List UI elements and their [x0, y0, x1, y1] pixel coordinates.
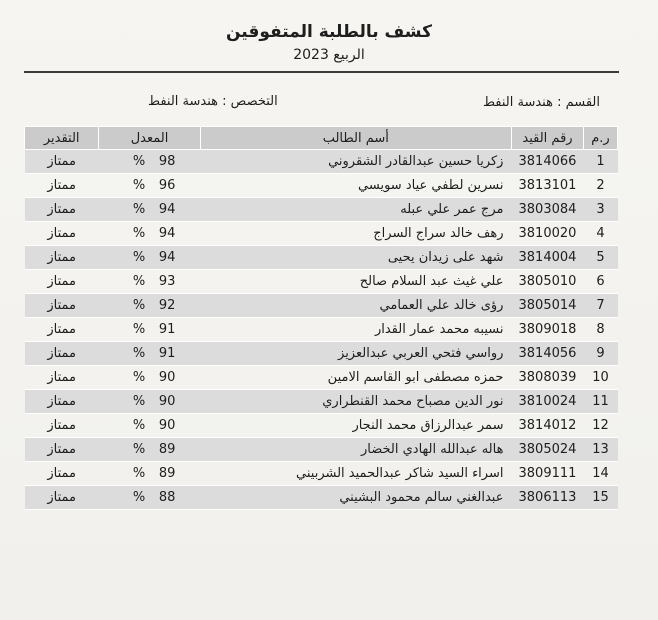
student-name-cell: نور الدين مصباح محمد القنطراري — [200, 390, 511, 414]
registration-id-cell: 3810024 — [511, 390, 583, 414]
percent-sign: % — [132, 202, 146, 217]
grade-cell: ممتاز — [25, 438, 99, 462]
table-row — [25, 438, 618, 462]
percent-sign: % — [132, 298, 146, 313]
registration-id-cell: 3810020 — [511, 222, 583, 246]
percent-sign: % — [132, 322, 146, 337]
average-cell — [99, 318, 200, 342]
header-divider — [24, 71, 619, 73]
column-header-name: أسم الطالب — [200, 127, 511, 150]
document-title: كشف بالطلبة المتفوقين — [226, 22, 432, 42]
column-header-id: رقم القيد — [511, 127, 583, 150]
table-row — [25, 366, 618, 390]
registration-id-cell: 3805014 — [511, 294, 583, 318]
percent-sign: % — [132, 394, 146, 409]
student-name-cell: زكريا حسين عبدالقادر الشقروني — [200, 150, 511, 174]
registration-id-cell: 3814066 — [511, 150, 583, 174]
average-cell — [99, 294, 200, 318]
student-name-cell: رؤى خالد علي العمامي — [200, 294, 511, 318]
student-name-cell: نسيبه محمد عمار القدار — [200, 318, 511, 342]
student-name-cell: سمر عبدالرزاق محمد النجار — [200, 414, 511, 438]
registration-id-cell: 3814012 — [511, 414, 583, 438]
average-cell — [99, 246, 200, 270]
average-value: 90 — [158, 418, 176, 433]
row-number-cell: 13 — [583, 438, 617, 462]
percent-sign: % — [132, 442, 146, 457]
average-cell — [99, 462, 200, 486]
registration-id-cell: 3814004 — [511, 246, 583, 270]
row-number-cell: 15 — [583, 486, 617, 510]
average-value: 89 — [158, 466, 176, 481]
registration-id-cell: 3813101 — [511, 174, 583, 198]
table-row — [25, 294, 618, 318]
row-number-cell: 12 — [583, 414, 617, 438]
grade-cell: ممتاز — [25, 414, 99, 438]
percent-sign: % — [132, 226, 146, 241]
row-number-cell: 4 — [583, 222, 617, 246]
registration-id-cell: 3805010 — [511, 270, 583, 294]
average-cell — [99, 150, 200, 174]
student-name-cell: اسراء السيد شاكر عبدالحميد الشربيني — [200, 462, 511, 486]
average-value: 96 — [158, 178, 176, 193]
grade-cell: ممتاز — [25, 198, 99, 222]
student-name-cell: علي غيث عبد السلام صالح — [200, 270, 511, 294]
row-number-cell: 6 — [583, 270, 617, 294]
student-name-cell: عبدالغني سالم محمود البشيني — [200, 486, 511, 510]
table-header-row — [25, 127, 618, 150]
table-row — [25, 414, 618, 438]
column-header-grade: التقدير — [25, 127, 99, 150]
average-cell — [99, 366, 200, 390]
row-number-cell: 11 — [583, 390, 617, 414]
registration-id-cell: 3805024 — [511, 438, 583, 462]
percent-sign: % — [132, 250, 146, 265]
table-row — [25, 486, 618, 510]
table-row — [25, 150, 618, 174]
average-value: 98 — [158, 154, 176, 169]
average-value: 94 — [158, 226, 176, 241]
percent-sign: % — [132, 490, 146, 505]
average-value: 88 — [158, 490, 176, 505]
row-number-cell: 3 — [583, 198, 617, 222]
average-cell — [99, 174, 200, 198]
average-cell — [99, 486, 200, 510]
registration-id-cell: 3806113 — [511, 486, 583, 510]
registration-id-cell: 3814056 — [511, 342, 583, 366]
average-cell — [99, 390, 200, 414]
grade-cell: ممتاز — [25, 174, 99, 198]
average-value: 89 — [158, 442, 176, 457]
grade-cell: ممتاز — [25, 486, 99, 510]
percent-sign: % — [132, 178, 146, 193]
grade-cell: ممتاز — [25, 270, 99, 294]
student-name-cell: رواسي فتحي العربي عبدالعزيز — [200, 342, 511, 366]
row-number-cell: 14 — [583, 462, 617, 486]
grade-cell: ممتاز — [25, 318, 99, 342]
average-value: 91 — [158, 322, 176, 337]
students-table — [24, 126, 618, 510]
percent-sign: % — [132, 346, 146, 361]
row-number-cell: 2 — [583, 174, 617, 198]
student-name-cell: رهف خالد سراج السراج — [200, 222, 511, 246]
registration-id-cell: 3809111 — [511, 462, 583, 486]
average-cell — [99, 222, 200, 246]
average-value: 92 — [158, 298, 176, 313]
grade-cell: ممتاز — [25, 222, 99, 246]
row-number-cell: 8 — [583, 318, 617, 342]
registration-id-cell: 3803084 — [511, 198, 583, 222]
average-cell — [99, 198, 200, 222]
percent-sign: % — [132, 154, 146, 169]
table-row — [25, 462, 618, 486]
table-row — [25, 198, 618, 222]
registration-id-cell: 3808039 — [511, 366, 583, 390]
student-name-cell: مرج عمر علي عبله — [200, 198, 511, 222]
table-row — [25, 318, 618, 342]
column-header-average: المعدل — [99, 127, 200, 150]
average-value: 94 — [158, 250, 176, 265]
student-name-cell: شهد على زيدان يحيى — [200, 246, 511, 270]
table-row — [25, 390, 618, 414]
department-label: القسم : هندسة النفط — [482, 95, 600, 110]
percent-sign: % — [132, 466, 146, 481]
average-value: 90 — [158, 394, 176, 409]
grade-cell: ممتاز — [25, 462, 99, 486]
table-row — [25, 174, 618, 198]
table-row — [25, 246, 618, 270]
average-cell — [99, 270, 200, 294]
term-label: الربيع 2023 — [293, 47, 365, 63]
percent-sign: % — [132, 370, 146, 385]
grade-cell: ممتاز — [25, 366, 99, 390]
average-value: 93 — [158, 274, 176, 289]
grade-cell: ممتاز — [25, 150, 99, 174]
average-value: 90 — [158, 370, 176, 385]
average-cell — [99, 342, 200, 366]
average-value: 91 — [158, 346, 176, 361]
average-value: 94 — [158, 202, 176, 217]
table-row — [25, 222, 618, 246]
student-name-cell: حمزه مصطفى ابو القاسم الامين — [200, 366, 511, 390]
grade-cell: ممتاز — [25, 390, 99, 414]
registration-id-cell: 3809018 — [511, 318, 583, 342]
table-row — [25, 270, 618, 294]
specialization-label: التخصص : هندسة النفط — [148, 94, 278, 109]
row-number-cell: 1 — [583, 150, 617, 174]
student-name-cell: هاله عبدالله الهادي الخضار — [200, 438, 511, 462]
average-cell — [99, 414, 200, 438]
row-number-cell: 7 — [583, 294, 617, 318]
grade-cell: ممتاز — [25, 246, 99, 270]
percent-sign: % — [132, 274, 146, 289]
student-name-cell: نسرين لطفي عياد سويسي — [200, 174, 511, 198]
table-row — [25, 342, 618, 366]
row-number-cell: 10 — [583, 366, 617, 390]
grade-cell: ممتاز — [25, 342, 99, 366]
column-header-number: ر.م — [583, 127, 617, 150]
average-cell — [99, 438, 200, 462]
row-number-cell: 5 — [583, 246, 617, 270]
grade-cell: ممتاز — [25, 294, 99, 318]
row-number-cell: 9 — [583, 342, 617, 366]
percent-sign: % — [132, 418, 146, 433]
